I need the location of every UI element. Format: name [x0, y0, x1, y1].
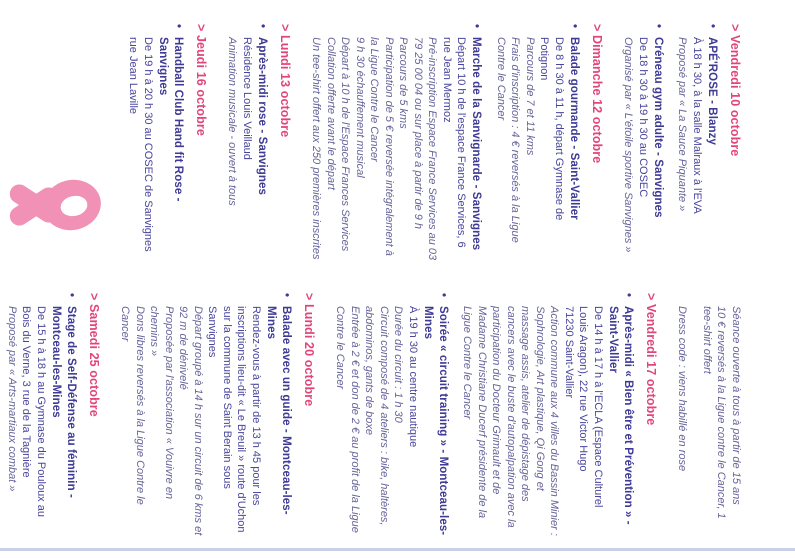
event-detail-line: De 19 h à 20 h 30 au COSEC de Sanvignes rue Jean Laville [127, 37, 154, 252]
event-detail-line: Résidence Louis Veillaud [241, 37, 253, 160]
event-title-text: Après-midi « Bien être et Prévention » - Saint-Vallier [607, 306, 634, 525]
event-continuation [700, 293, 744, 536]
bullet-icon: • [437, 293, 449, 298]
event-title [469, 24, 484, 262]
program-column-2 [0, 293, 743, 536]
event [225, 24, 269, 262]
event-detail-line: Départ groupé à 14 h sur un circuit de 6 kms et 92 m de dénivelé [177, 306, 204, 536]
event-detail-line: Proposé par « La Sauce Piquante » [676, 37, 689, 212]
event-detail-line: Départ à 10 h de l'Espace Frances Services [339, 37, 352, 252]
event-detail-line: Dress code : viens habillé en rose [676, 306, 689, 472]
event-detail-line: Parcours de 5 kms [397, 37, 410, 129]
event-title-text: Marche de la Sanvignarde - Sanvignes [470, 37, 483, 251]
event-detail-line: 10 € reversés à la Ligue contre le Cancer, 1 tee-shirt offert [701, 306, 728, 519]
event-title-text: Après-midi rose - Sanvignes [256, 37, 268, 195]
event [118, 293, 293, 536]
bullet-icon: • [280, 293, 292, 298]
bullet-icon: • [568, 24, 580, 29]
event-detail-line: Collation offerte avant le départ [325, 37, 337, 190]
date-heading: > Samedi 25 octobre [87, 293, 101, 417]
event [126, 24, 185, 262]
event-detail-line: Rendez-vous à partir de 13 h 45 pour les inscriptions lieu-dit « Le Breuil » route d'Uchon sur la commune de Saint Berain sous Sanvignes [206, 306, 262, 533]
bullet-icon: • [652, 24, 664, 29]
bullet-icon: • [65, 293, 77, 298]
event [5, 293, 79, 536]
event-continuation [675, 293, 690, 536]
program-column-1 [116, 24, 743, 262]
event-detail-line: Circuit composé de 4 ateliers : bike, haltères, abdominos, gants de boxe [363, 306, 390, 526]
event-detail-line: De 14 h à 17 h à l'ECLA (Espace Culturel Louis Aragon), 22 rue Victor Hugo [577, 306, 604, 508]
event [460, 293, 635, 536]
event-detail-line: Départ 10 h de l'espace France Services, 6 rue Jean Mermoz [441, 37, 468, 248]
event [621, 24, 665, 262]
event-title [605, 293, 635, 536]
event [675, 24, 719, 262]
pink-ribbon-icon [5, 150, 101, 260]
bullet-icon: • [256, 24, 268, 29]
date-heading: > Dimanche 12 octobre [590, 24, 604, 164]
event-detail-line: Proposé par « Arts-martiaux combat » [6, 306, 18, 492]
bullet-icon: • [706, 24, 718, 29]
event-detail-line: 9 h 30 échauffement musical [354, 37, 366, 178]
event [309, 24, 484, 262]
date-heading: > Vendredi 10 octobre [728, 24, 742, 157]
event-detail-line: Organisé par « L'étoile sportive Sanvignes » [622, 37, 635, 253]
event [494, 24, 582, 262]
event-title-text: APÉ'ROSE - Blanzy [706, 37, 718, 145]
event-title [650, 24, 665, 262]
event-detail-line: À 19 h 30 au centre nautique [407, 306, 419, 448]
event-title [48, 293, 78, 536]
event-title [420, 293, 450, 536]
event-detail-line: Animation musicale - ouvert à tous [226, 37, 239, 206]
event-title-text: Balade gourmande - Saint-Vallier [568, 37, 580, 220]
event-detail-line: Proposée par l'association « Vouivre en chemins » [148, 306, 175, 500]
event-detail-line: À 18 h 30, à la salle Malraux à l'EVA [691, 37, 703, 214]
event-detail-line: Action commune aux 4 villes du Bassin Minier : Sophrologie, Art plastique, Qi Gong et massage assis, atelier de dépistage des cancers avec le buste d'autopalpation avec la participation du Docteur Grimault et de Madame Christiane Ducerf présidente de la Ligue Contre le Cancer [461, 306, 561, 536]
event-title-text: Handball Club Hand fit Rose - Sanvignes [157, 37, 184, 202]
event [333, 293, 450, 536]
event-detail-line: De 8 h 30 à 11 h, départ Gymnase de Potignon [538, 37, 565, 221]
event-detail-line: Durée du circuit : 1 h 30 [392, 306, 405, 423]
bullet-icon: • [622, 293, 634, 298]
event-detail-line: Un tee-shirt offert aux 250 premières inscrites [310, 37, 323, 260]
event-detail-line: Séance ouverte à tous à partir de 15 ans [730, 306, 742, 505]
date-heading: > Lundi 20 octobre [302, 293, 316, 407]
event-title [566, 24, 581, 262]
event-detail-line: De 15 h à 18 h au Gymnase du Pouloux au Bois du Verne, 3 rue de la Tagnière [20, 306, 47, 517]
page-edge-line [0, 548, 795, 551]
event-title [704, 24, 719, 262]
event-detail-line: Dons libres reversés à la Ligue Contre le Cancer [119, 306, 146, 505]
event-title-text: Balade avec un guide - Montceau-les-Mines [265, 306, 292, 515]
event-title [155, 24, 185, 262]
event-title [254, 24, 269, 262]
event-detail-line: Entrée à 2 € et don de 2 € au profit de la Ligue Contre le Cancer [334, 306, 361, 533]
date-heading: > Lundi 13 octobre [278, 24, 292, 138]
date-heading: > Vendredi 17 octobre [644, 293, 658, 426]
event-title [263, 293, 293, 536]
bullet-icon: • [470, 24, 483, 29]
event-detail-line: Parcours de 7 et 11 kms [524, 37, 536, 156]
event-detail-line: Participation de 5 € reversée intégralement à la Ligue Contre le Cancer [368, 37, 395, 256]
event-detail-line: 71230 Saint-Vallier [563, 306, 575, 399]
event-title-text: Créneau gym adulte - Sanvignes [652, 37, 664, 218]
date-heading: > Jeudi 16 octobre [194, 24, 208, 136]
event-detail-line: Pré-inscription Espace France Services au 03 79 25 00 04 ou sur place à partir de 9 h [412, 37, 439, 261]
event-detail-line: Frais d'inscription : 4 € reversés à la Ligue Contre le Cancer [495, 37, 522, 243]
bullet-icon: • [172, 24, 184, 29]
event-detail-line: De 18 h 30 à 19 h 30 au COSEC [637, 37, 649, 198]
event-title-text: Stage de Self-Défense au féminin - Montceau-les-Mines [50, 306, 77, 498]
event-title-text: Soirée « circuit training » - Montceau-les-Mines [422, 306, 449, 536]
